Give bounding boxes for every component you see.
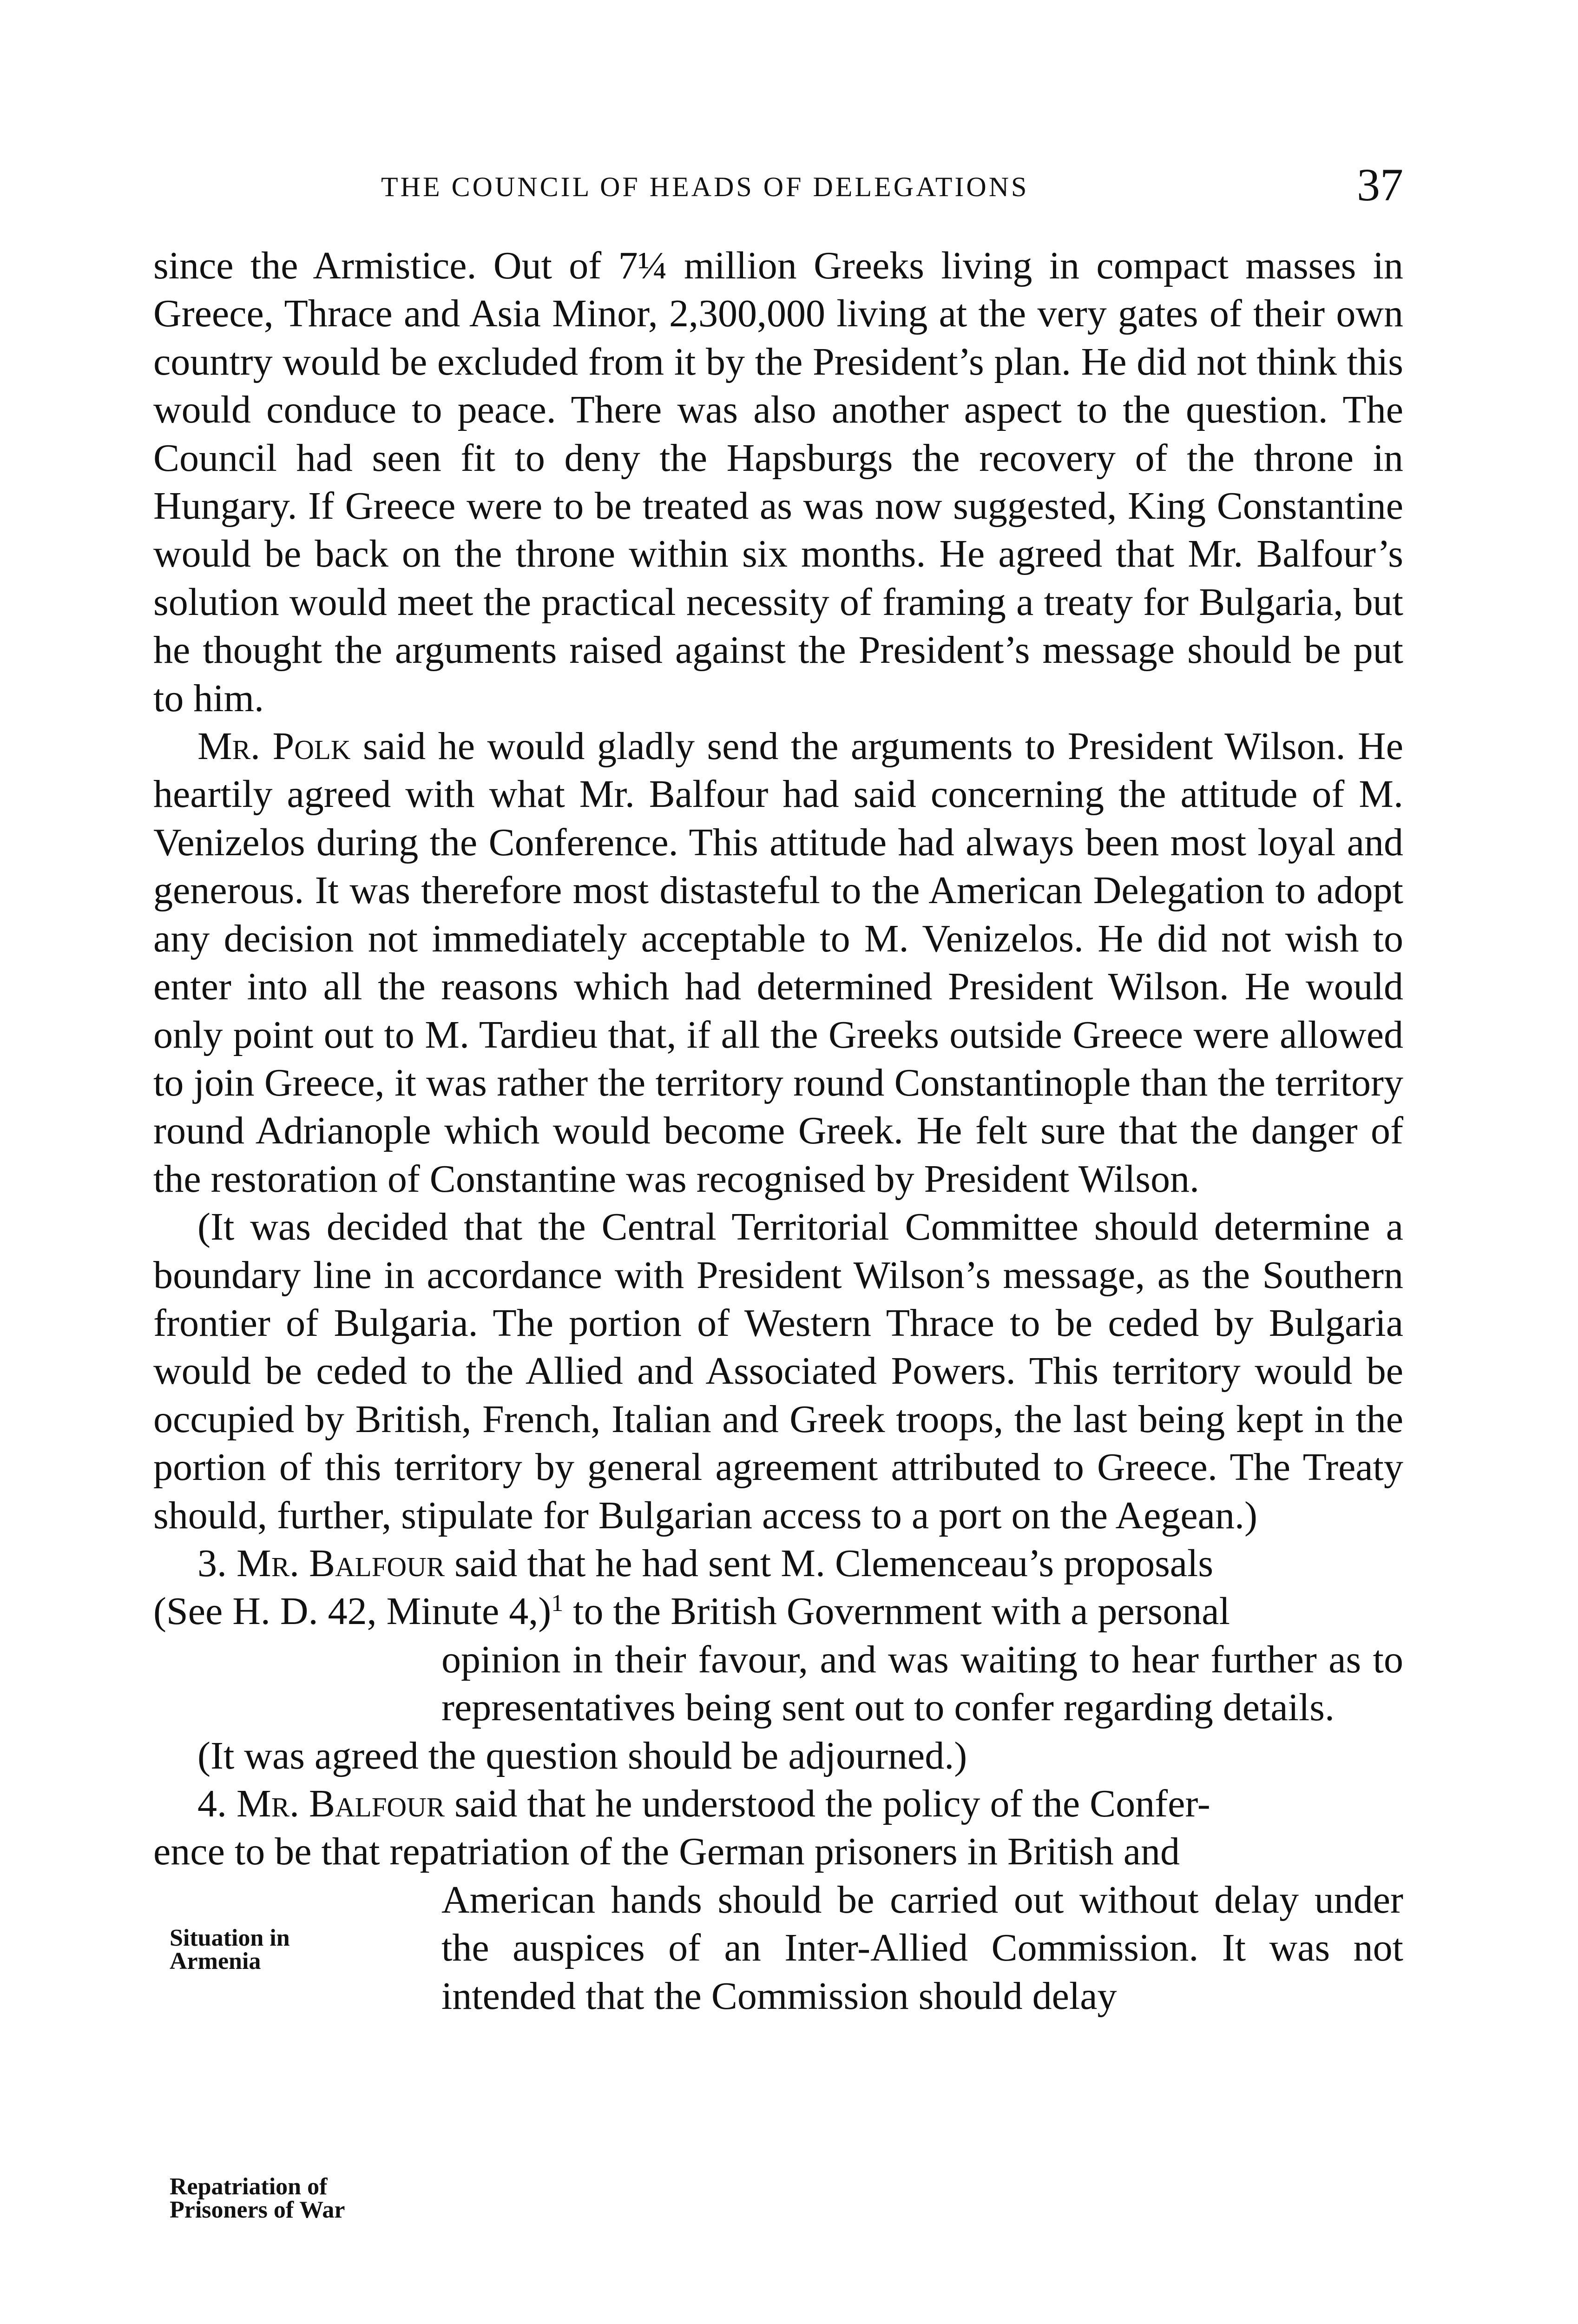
margin-note-line: Repatriation of xyxy=(170,2173,328,2200)
paragraph-prisoners-line2 xyxy=(153,1828,1403,1875)
paragraph-text: opinion in their favour, and was waiting to hear further as to representatives being sent out to confer regarding details. xyxy=(441,1637,1403,1730)
item-number: 4. xyxy=(197,1782,227,1825)
paragraph-armenia xyxy=(153,1539,1403,1636)
margin-note-armenia xyxy=(170,1927,430,1973)
paragraph-text: since the Armistice. Out of 7¼ million Greeks living in compact masses in Greece, Thrace and Asia Minor, 2,300,000 living at the very gates of their own country would be excluded from it by the President’s plan. He did not think this would conduce to peace. There was also another aspect to the question. The Council had seen fit to deny the Hapsburgs the recovery of the throne in Hungary. If Greece were to be treated as was now suggested, King Constantine would be back on the throne within six months. He agreed that Mr. Balfour’s solution would meet the practical necessity of framing a treaty for Bulgaria, but he thought the arguments raised against the President’s message should be put to him. xyxy=(153,244,1403,720)
speaker-name: Mr. Polk xyxy=(197,725,351,768)
margin-note-prisoners xyxy=(170,2175,430,2222)
paragraph-polk xyxy=(153,722,1403,1203)
paragraph-text: said that he understood the policy of the Confer- xyxy=(445,1782,1210,1825)
paragraph-prisoners xyxy=(153,1780,1403,1828)
speaker-name: Mr. Balfour xyxy=(237,1782,445,1825)
speaker-name: Mr. Balfour xyxy=(237,1541,445,1585)
footnote-reference: 1 xyxy=(551,1590,564,1617)
margin-note-line: Prisoners of War xyxy=(170,2197,345,2223)
paragraph-text: American hands should be carried out without delay under the auspices of an Inter-Allied Commission. It was not intended that the Commission should delay xyxy=(441,1878,1403,2018)
page-header xyxy=(153,158,1403,218)
paragraph-text: (It was agreed the question should be adjourned.) xyxy=(197,1734,967,1777)
item-number: 3. xyxy=(197,1541,227,1585)
paragraph-text: said that he had sent M. Clemenceau’s proposals xyxy=(445,1541,1214,1585)
running-title: THE COUNCIL OF HEADS OF DELEGATIONS xyxy=(381,172,1029,202)
paragraph-armenia-continued xyxy=(153,1636,1403,1732)
margin-note-line: Situation in xyxy=(170,1925,290,1951)
paragraph-text: (See H. D. 42, Minute 4,) xyxy=(153,1590,552,1633)
paragraph-text: (It was decided that the Central Territorial Committee should determine a boundary line in accordance with President Wilson’s message, as the Southern frontier of Bulgaria. The portion of Western Thrace to be ceded by Bulgaria would be ceded to the Allied and Associated Powers. This territory would be occupied by British, French, Italian and Greek troops, the last being kept in the portion of this territory by general agreement attributed to Greece. The Treaty should, further, stipulate for Bulgarian access to a port on the Aegean.) xyxy=(153,1205,1403,1537)
paragraph-decision xyxy=(153,1203,1403,1539)
paragraph-continuation xyxy=(153,242,1403,722)
body-text xyxy=(153,242,1403,2020)
margin-note-line: Armenia xyxy=(170,1948,261,1974)
paragraph-text: to the British Government with a personal xyxy=(563,1590,1230,1633)
page-number: 37 xyxy=(1357,159,1403,211)
paragraph-text: ence to be that repatriation of the German prisoners in British and xyxy=(153,1830,1180,1874)
paragraph-text: said he would gladly send the arguments to President Wilson. He heartily agreed with what Mr. Balfour had said concerning the attitude of M. Venizelos during the Conference. This attitude had always been most loyal and generous. It was therefore most distasteful to the American Delegation to adopt any decision not immediately acceptable to M. Venizelos. He did not wish to enter into all the reasons which had determined President Wilson. He would only point out to M. Tardieu that, if all the Greeks outside Greece were allowed to join Greece, it was rather the territory round Constantinople than the territory round Adrianople which would become Greek. He felt sure that the danger of the restoration of Constantine was recognised by President Wilson. xyxy=(153,725,1403,1201)
paragraph-adjourned xyxy=(153,1732,1403,1780)
